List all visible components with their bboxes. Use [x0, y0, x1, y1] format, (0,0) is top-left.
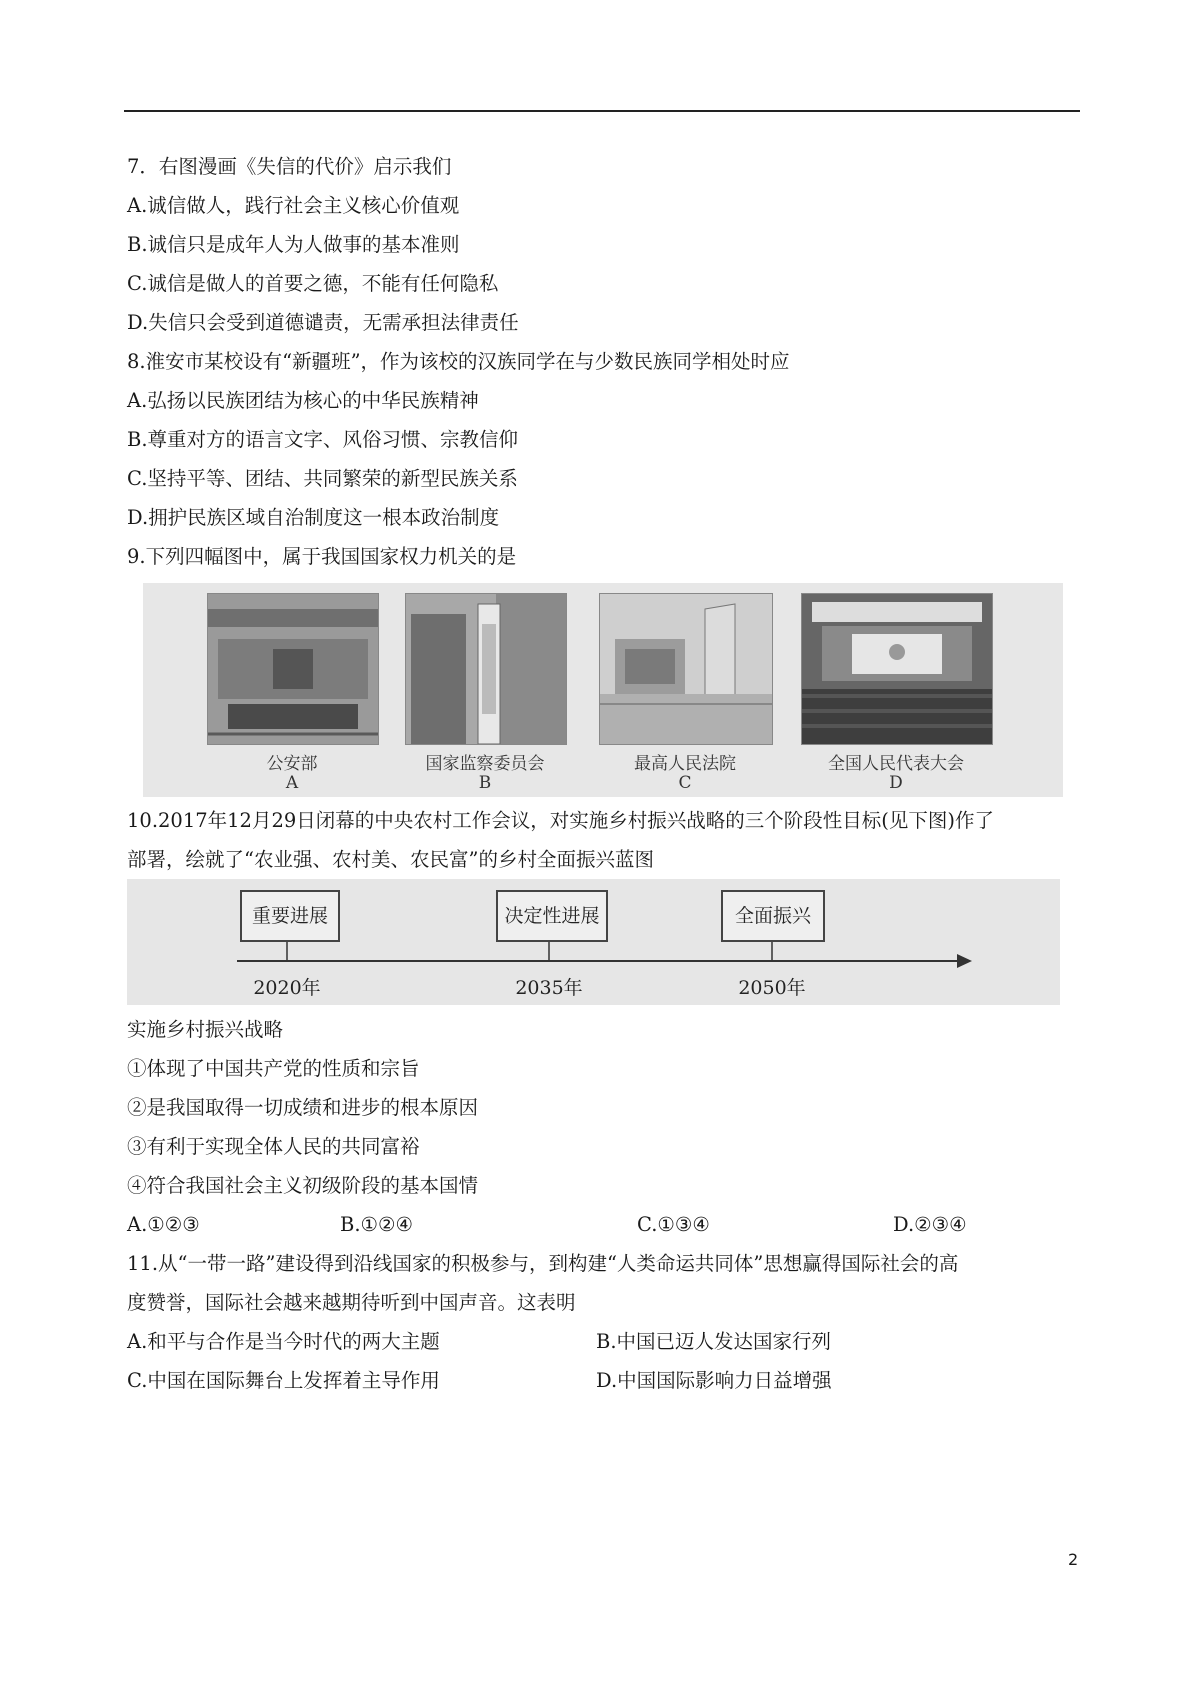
- q10-option-c: C.①③④: [637, 1213, 710, 1236]
- q9-caption-d: 全国人民代表大会: [828, 754, 964, 774]
- arrow-right-icon: [957, 954, 972, 968]
- q10-option-b: B.①②④: [340, 1213, 413, 1236]
- q11-option-b: B.中国已迈人发达国家行列: [596, 1330, 832, 1353]
- q8-stem: 8.淮安市某校设有“新疆班”，作为该校的汉族同学在与少数民族同学相处时应: [127, 350, 790, 373]
- q10-statement-1: ①体现了中国共产党的性质和宗旨: [127, 1057, 420, 1080]
- q11-stem-line2: 度赞誉，国际社会越来越期待听到中国声音。这表明: [127, 1291, 576, 1314]
- photo-public-security-ministry: [207, 593, 379, 745]
- q10-statement-3: ③有利于实现全体人民的共同富裕: [127, 1135, 420, 1158]
- q9-letter-d: D: [889, 773, 903, 793]
- header-rule: [124, 110, 1080, 112]
- q10-statement-4: ④符合我国社会主义初级阶段的基本国情: [127, 1174, 479, 1197]
- q9-letter-b: B: [478, 773, 492, 793]
- q8-option-c: C.坚持平等、团结、共同繁荣的新型民族关系: [127, 467, 518, 490]
- q8-option-a: A.弘扬以民族团结为核心的中华民族精神: [127, 389, 479, 412]
- timeline-year-2020: 2020年: [253, 977, 321, 999]
- q10-option-a: A.①②③: [127, 1213, 200, 1236]
- q8-option-d: D.拥护民族区域自治制度这一根本政治制度: [127, 506, 500, 529]
- q8-option-b: B.尊重对方的语言文字、风俗习惯、宗教信仰: [127, 428, 519, 451]
- photo-supreme-court: [599, 593, 773, 745]
- q11-option-d: D.中国国际影响力日益增强: [596, 1369, 832, 1392]
- photo-npc-hall: [801, 593, 993, 745]
- q7-option-d: D.失信只会受到道德谴责，无需承担法律责任: [127, 311, 519, 334]
- q10-lead: 实施乡村振兴战略: [127, 1018, 284, 1041]
- q9-letter-c: C: [678, 773, 692, 793]
- q11-option-c: C.中国在国际舞台上发挥着主导作用: [127, 1369, 440, 1392]
- q10-statement-2: ②是我国取得一切成绩和进步的根本原因: [127, 1096, 479, 1119]
- q11-stem-line1: 11.从“一带一路”建设得到沿线国家的积极参与，到构建“人类命运共同体”思想赢得国际社会的高: [127, 1252, 959, 1275]
- q10-stem-line1: 10.2017年12月29日闭幕的中央农村工作会议，对实施乡村振兴战略的三个阶段性目标(见下图)作了: [127, 809, 994, 832]
- q9-caption-c: 最高人民法院: [634, 754, 736, 774]
- assembly-hall-icon: [802, 594, 992, 744]
- q10-timeline-diagram: [127, 879, 1060, 1005]
- q7-option-a: A.诚信做人，践行社会主义核心价值观: [127, 194, 460, 217]
- timeline-goal-2050: 全面振兴: [721, 890, 825, 942]
- photo-supervision-commission: [405, 593, 567, 745]
- timeline-goal-2035: 决定性进展: [496, 890, 608, 942]
- q7-option-b: B.诚信只是成年人为人做事的基本准则: [127, 233, 460, 256]
- q9-letter-a: A: [285, 773, 299, 793]
- q10-option-d: D.②③④: [893, 1213, 967, 1236]
- q9-caption-a: 公安部: [266, 754, 318, 774]
- timeline-year-2035: 2035年: [515, 977, 583, 999]
- q7-option-c: C.诚信是做人的首要之德，不能有任何隐私: [127, 272, 499, 295]
- page-number: 2: [1068, 1550, 1079, 1569]
- timeline-goal-2020: 重要进展: [240, 890, 340, 942]
- q9-caption-b: 国家监察委员会: [425, 754, 545, 774]
- q11-option-a: A.和平与合作是当今时代的两大主题: [127, 1330, 440, 1353]
- court-building-icon: [600, 594, 772, 744]
- q7-stem: 7．右图漫画《失信的代价》启示我们: [127, 155, 452, 178]
- q10-stem-line2: 部署，绘就了“农业强、农村美、农民富”的乡村全面振兴蓝图: [127, 848, 654, 871]
- timeline-year-2050: 2050年: [738, 977, 806, 999]
- q9-photo-strip: [143, 583, 1063, 797]
- building-facade-icon: [208, 594, 378, 744]
- gate-sign-icon: [406, 594, 566, 744]
- q9-stem: 9.下列四幅图中，属于我国国家权力机关的是: [127, 545, 517, 568]
